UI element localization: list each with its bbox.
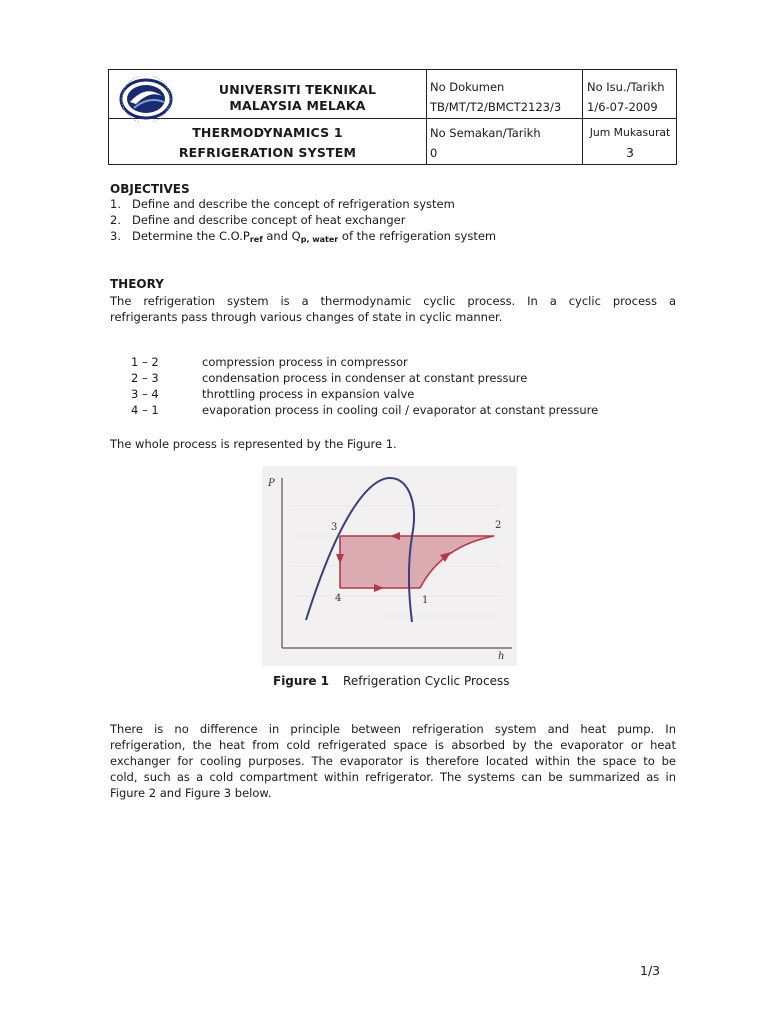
body-paragraph-line: refrigeration, the heat from cold refrigerated space is absorbed by the evaporator or heat (110, 738, 676, 752)
doc-number-label: No Dokumen (430, 80, 505, 94)
state-label-4: 4 (335, 593, 342, 604)
document-page: UNIVERSITI TEKNIKAL MALAYSIA MELAKA THERMODYNAMICS 1 REFRIGERATION SYSTEM No Dokumen TB/MT/T2/BMCT2123/3 No Isu./Tarikh 1/6-07-2009 No Semakan/Tarikh 0 Jum Mukasurat 3 OBJECTIVES 1. Define and describe the concept of refrigeration system 2. Define and describe concept of heat exchanger 3. Determine the $C.O.P_{ref}$ and $Q_{p, water}$ of the refrigeration system THEORY The refrigeration system is a thermodynamic cyclic process. In a cyclic process a refrigerants pass through various changes of state in cyclic manner. 1 – 2 compression process in compressor 2 – 3 condensation process in condenser at constant pressure 3 – 4 throttling process in expansion valve 4 – 1 evaporation process in cooling coil / evaporator at constant pressure The whole process is represented by the Figure 1. P h 3 2 4 1 Figure 1 Refrigeration Cyclic Process There is no difference in principle between refrigeration system and heat pump. In refrigeration, the heat from cold refrigerated space is absorbed by the evaporator or heat exchanger for cooling purposes. The evaporator is therefore located within the space to be cold, such as a cold compartment within refrigerator. The systems can be summarized as in Figure 2 and Figure 3 below. 1/3 (0, 0, 768, 1024)
document-header-table (108, 69, 677, 165)
revision-value: 0 (430, 146, 438, 160)
issue-date-label: No Isu./Tarikh (587, 80, 665, 94)
state-label-2: 2 (495, 520, 502, 531)
y-axis-label: P (268, 478, 275, 489)
course-topic: REFRIGERATION SYSTEM (178, 145, 357, 160)
body-paragraph-line: Figure 2 and Figure 3 below. (110, 786, 272, 800)
body-paragraph-line: exchanger for cooling purposes. The evaporator is therefore located within the space to be (110, 754, 676, 768)
theory-paragraph-line: refrigerants pass through various changes of state in cyclic manner. (110, 310, 503, 324)
body-paragraph-line: cold, such as a cold compartment within refrigerator. The systems can be summarized as in (110, 770, 676, 784)
university-name-line2: MALAYSIA MELAKA (229, 98, 366, 113)
figure-caption (273, 674, 509, 688)
state-label-1: 1 (422, 595, 429, 606)
page-count-value: 3 (626, 145, 634, 160)
x-axis-label: h (498, 651, 505, 662)
ph-diagram-figure (262, 466, 517, 666)
figure-caption-text: Refrigeration Cyclic Process (343, 674, 510, 688)
theory-paragraph-line: The refrigeration system is a thermodynamic cyclic process. In a cyclic process a (110, 294, 676, 308)
issue-date-value: 1/6-07-2009 (587, 100, 658, 114)
header-divider (426, 70, 427, 164)
figure-caption-label: Figure 1 (273, 674, 330, 688)
university-name-line1: UNIVERSITI TEKNIKAL (218, 82, 377, 97)
state-label-3: 3 (331, 522, 338, 533)
revision-label: No Semakan/Tarikh (430, 126, 541, 140)
theory-heading: THEORY (110, 277, 164, 291)
page-number: 1/3 (640, 963, 661, 978)
doc-number-value: TB/MT/T2/BMCT2123/3 (430, 100, 562, 114)
header-divider (109, 118, 676, 119)
body-paragraph-line: There is no difference in principle between refrigeration system and heat pump. In (110, 722, 676, 736)
figure-intro-text: The whole process is represented by the Figure 1. (110, 437, 397, 451)
university-logo-icon (116, 76, 174, 122)
course-name: THERMODYNAMICS 1 (192, 125, 343, 140)
objectives-heading: OBJECTIVES (110, 182, 190, 196)
page-count-label: Jum Mukasurat (589, 126, 671, 139)
